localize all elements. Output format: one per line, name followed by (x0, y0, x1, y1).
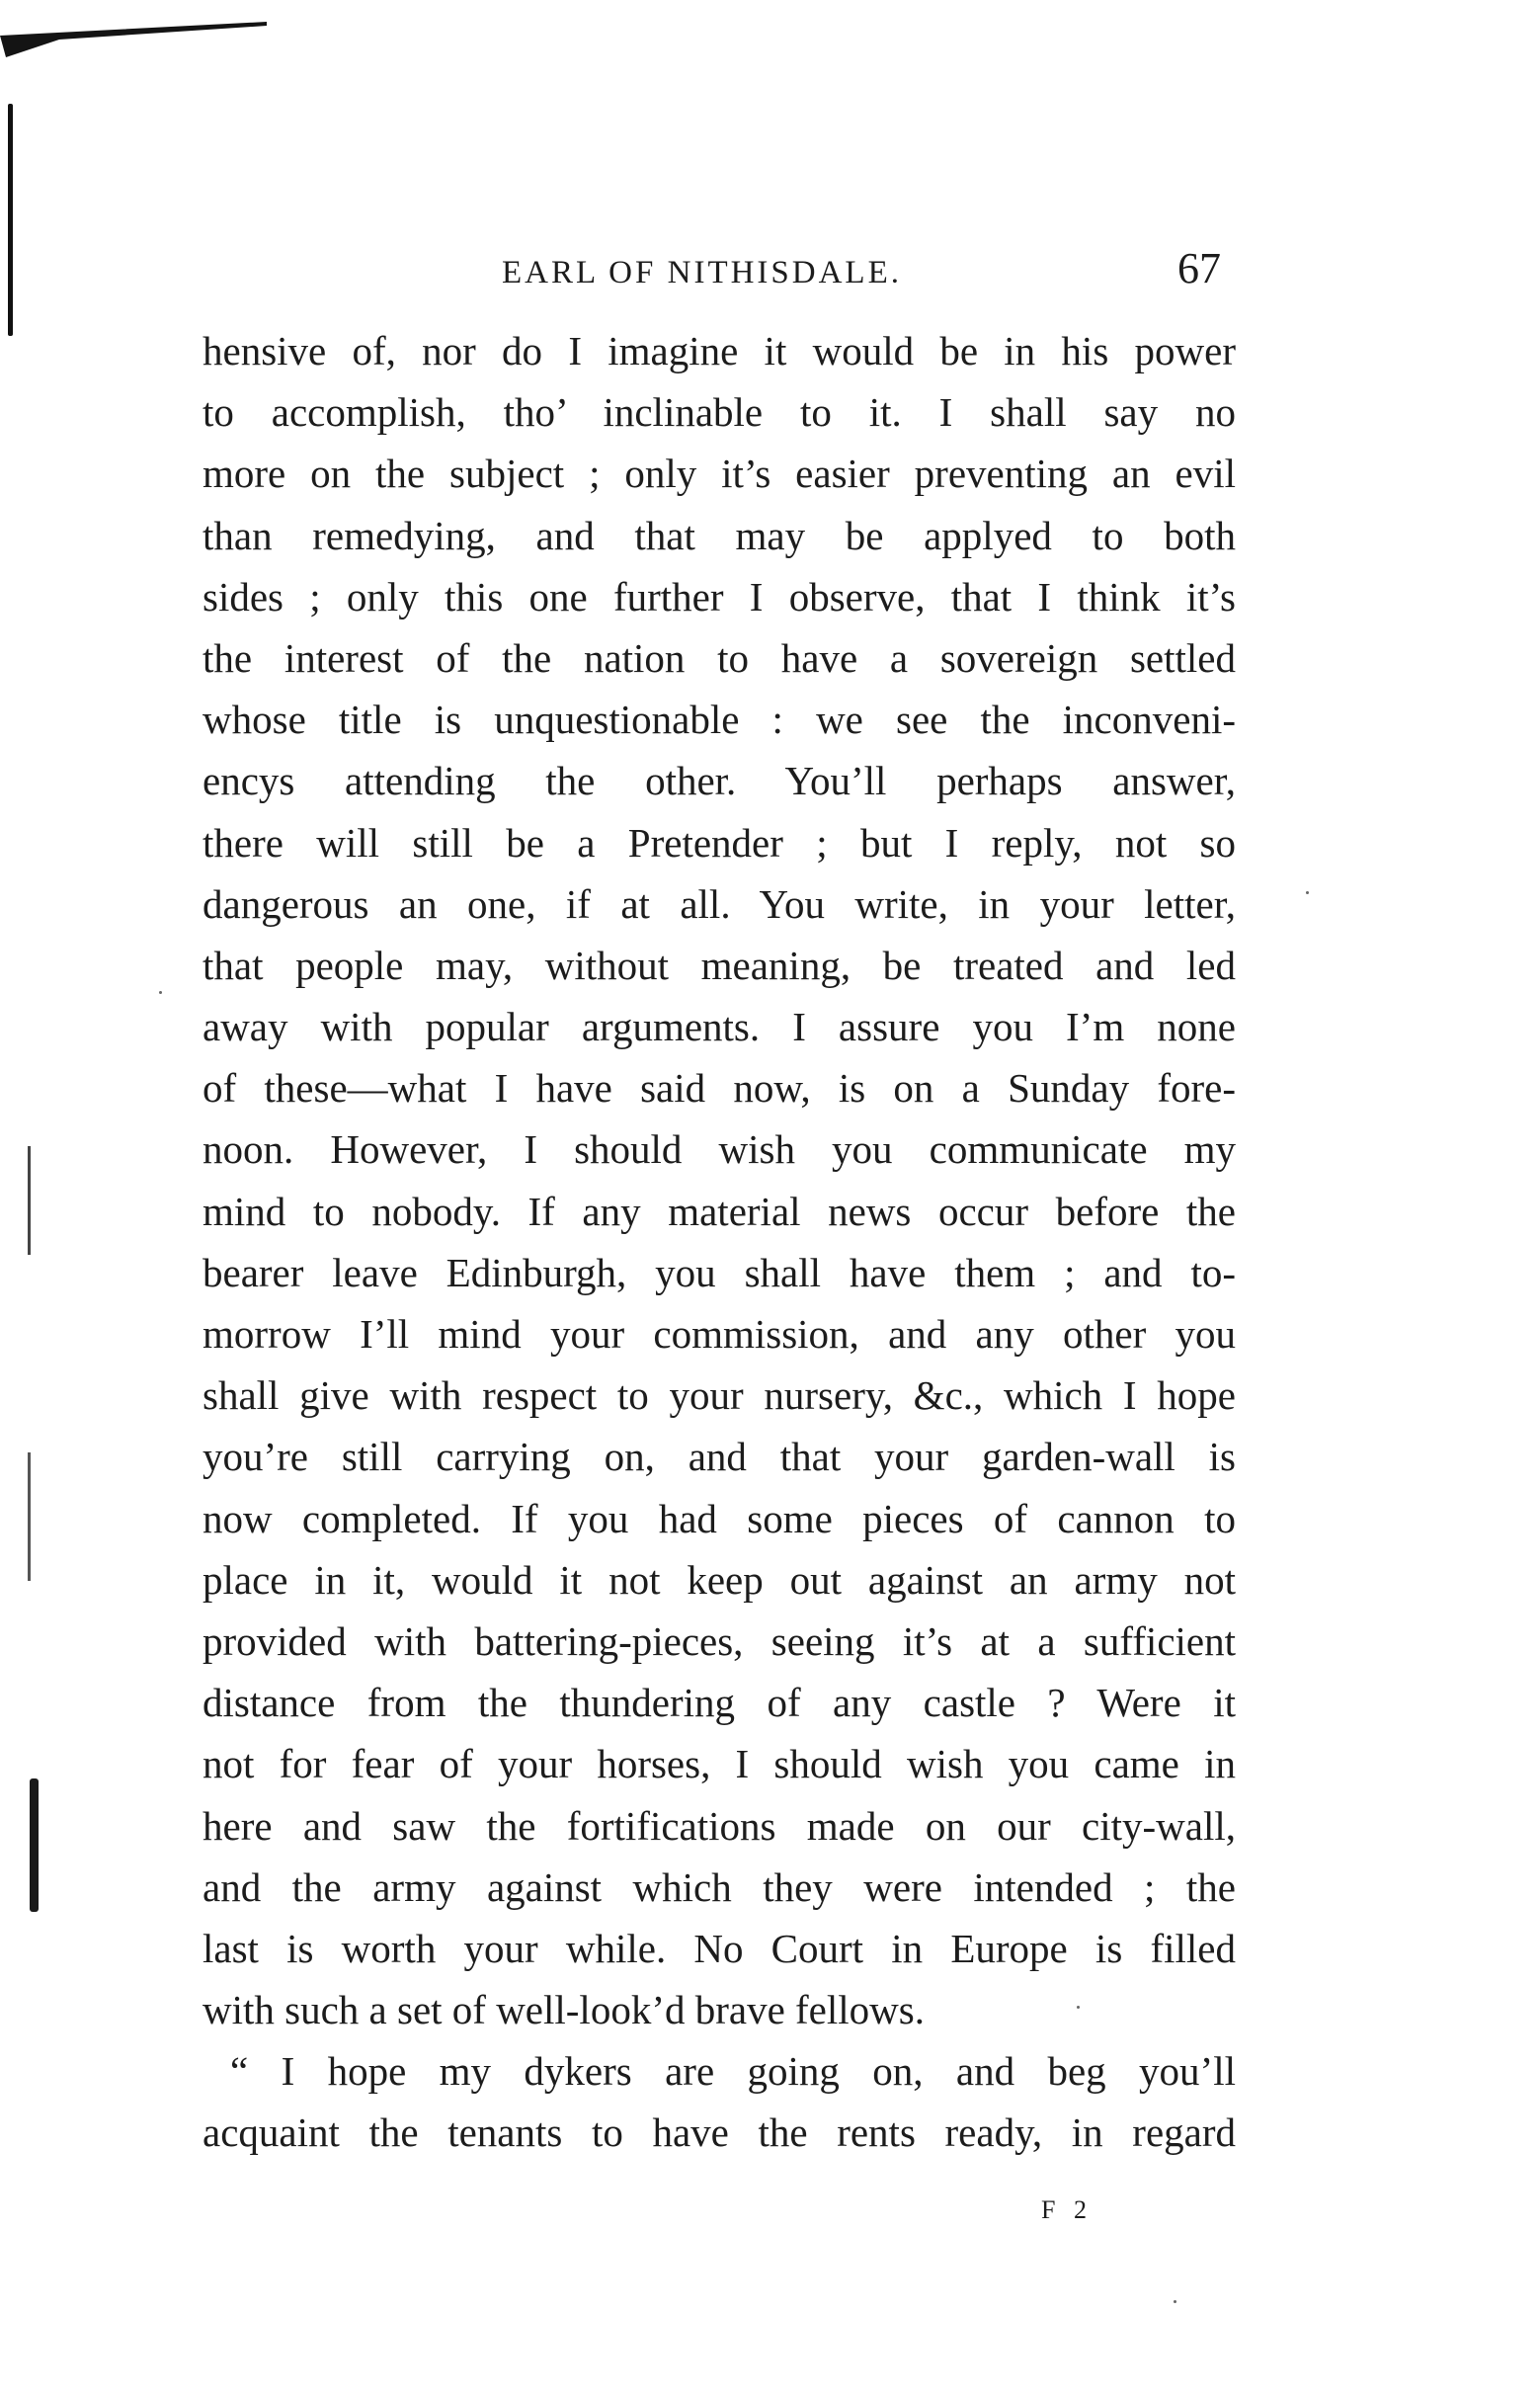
text-line: whose title is unquestionable : we see the inconveni- (203, 697, 1236, 743)
text-line: now completed. If you had some pieces of cannon to (203, 1495, 1236, 1541)
text-line: encys attending the other. You’ll perhaps answer, (203, 758, 1236, 804)
text-line: noon. However, I should wish you communicate my (203, 1126, 1236, 1173)
text-line: dangerous an one, if at all. You write, in your letter, (203, 880, 1236, 927)
scan-edge-mark (0, 18, 267, 57)
text-line: hensive of, nor do I imagine it would be in his power (203, 328, 1236, 373)
scan-speck (159, 991, 162, 994)
scan-edge-rule (8, 104, 13, 336)
paragraph (203, 320, 1236, 2040)
text-line: than remedying, and that may be applyed to both (203, 512, 1236, 558)
text-line: mind to nobody. If any material news occur before the (203, 1188, 1236, 1234)
scan-speck (1174, 2300, 1176, 2303)
text-line: “ I hope my dykers are going on, and beg you’ll (230, 2048, 1236, 2095)
text-line: place in it, would it not keep out against an army not (203, 1556, 1236, 1603)
text-line: here and saw the fortifications made on our city-wall, (203, 1802, 1236, 1849)
text-line: that people may, without meaning, be treated and led (203, 942, 1236, 988)
text-line: more on the subject ; only it’s easier preventing an evil (203, 451, 1236, 497)
text-line: acquaint the tenants to have the rents ready, in regard (203, 2109, 1236, 2156)
text-line: with such a set of well-look’d brave fellows. (203, 1987, 925, 2033)
scan-speck (1306, 891, 1309, 894)
signature-mark: F 2 (1041, 2195, 1093, 2224)
text-line: last is worth your while. No Court in Europe is filled (203, 1925, 1236, 1971)
text-line: to accomplish, tho’ inclinable to it. I shall say no (203, 389, 1236, 436)
text-line: distance from the thundering of any castle ? Were it (203, 1680, 1236, 1726)
text-line: of these—what I have said now, is on a Sunday fore- (203, 1065, 1236, 1112)
body-text (203, 320, 1236, 2164)
scan-edge-rule (30, 1778, 39, 1912)
text-line: there will still be a Pretender ; but I reply, not so (203, 819, 1236, 866)
text-line: away with popular arguments. I assure you I’m none (203, 1004, 1236, 1050)
text-line: morrow I’ll mind your commission, and any other you (203, 1311, 1236, 1357)
text-line: you’re still carrying on, and that your garden-wall is (203, 1434, 1236, 1480)
text-line: the interest of the nation to have a sovereign settled (203, 634, 1236, 681)
text-line: bearer leave Edinburgh, you shall have them ; and to- (203, 1249, 1236, 1295)
text-line: provided with battering-pieces, seeing it’s at a sufficient (203, 1617, 1236, 1664)
paragraph (203, 2040, 1236, 2163)
page-number: 67 (1177, 244, 1221, 292)
scan-edge-rule (28, 1146, 31, 1255)
text-line: shall give with respect to your nursery, &c., which I hope (203, 1372, 1236, 1419)
text-line: sides ; only this one further I observe, that I think it’s (203, 573, 1236, 620)
running-head: EARL OF NITHISDALE. (502, 255, 902, 290)
text-line: not for fear of your horses, I should wish you came in (203, 1741, 1236, 1787)
scan-edge-rule (28, 1452, 31, 1581)
text-line: and the army against which they were intended ; the (203, 1863, 1236, 1910)
